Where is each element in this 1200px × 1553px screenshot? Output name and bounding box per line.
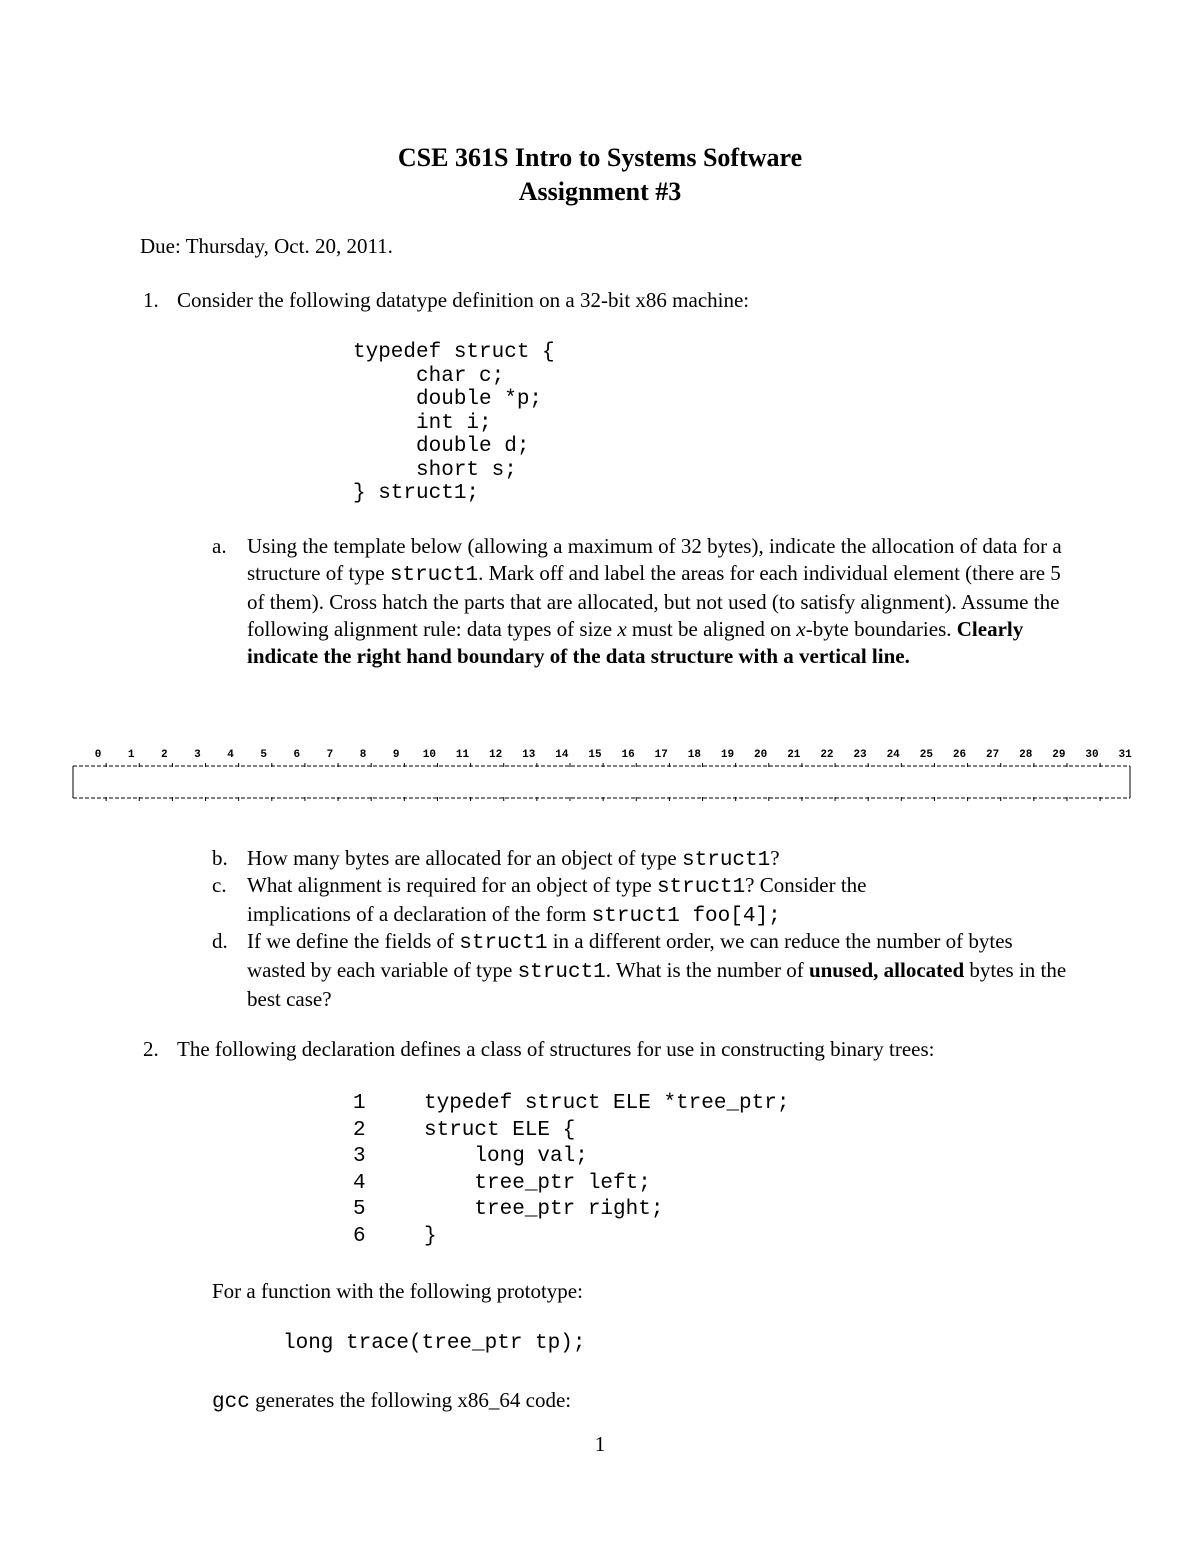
ruler-byte-label: 24 xyxy=(886,749,900,761)
ruler-byte-label: 30 xyxy=(1085,749,1099,761)
q2-prototype: long trace(tree_ptr tp); xyxy=(283,1332,586,1355)
q1d-text: If we define the fields of struct1 in a different order, we can reduce the number of bytes wasted by each variable of type struct1. What is the number of unused, allocated bytes in the best case? xyxy=(247,929,1067,1011)
q2-gen-text: gcc generates the following x86_64 code: xyxy=(212,1388,572,1414)
q1d-label: d. xyxy=(212,929,228,953)
q2-code-block xyxy=(424,1091,789,1251)
ruler-byte-label: 6 xyxy=(293,749,301,761)
code-line: long val; xyxy=(424,1145,588,1169)
ruler-byte-label: 25 xyxy=(919,749,933,761)
line-number: 5 xyxy=(353,1198,366,1222)
q1b-text: How many bytes are allocated for an object of type struct1? xyxy=(247,846,780,872)
q1b-label: b. xyxy=(212,846,228,870)
code-line: double *p; xyxy=(353,388,543,411)
code-line: typedef struct { xyxy=(353,341,555,364)
ruler-byte-label: 3 xyxy=(194,749,201,761)
code-line: int i; xyxy=(353,411,492,435)
ruler-svg xyxy=(0,740,1200,810)
ruler-byte-label: 26 xyxy=(952,749,967,761)
ruler-byte-label: 0 xyxy=(94,749,102,761)
ruler-byte-label: 22 xyxy=(820,749,834,761)
q1c-label: c. xyxy=(212,873,227,897)
ruler-byte-label: 8 xyxy=(359,749,367,761)
ruler-byte-label: 1 xyxy=(127,749,135,761)
line-number: 3 xyxy=(353,1145,366,1169)
q2-line-numbers xyxy=(353,1091,366,1251)
line-number: 6 xyxy=(353,1224,366,1248)
ruler-byte-label: 9 xyxy=(392,749,400,761)
ruler-byte-label: 5 xyxy=(260,749,267,761)
ruler-byte-label: 31 xyxy=(1118,749,1132,761)
code-line: tree_ptr left; xyxy=(424,1171,651,1195)
line-number: 2 xyxy=(353,1118,366,1142)
code-line: tree_ptr right; xyxy=(424,1198,664,1222)
ruler-byte-label: 19 xyxy=(720,749,735,761)
ruler-byte-label: 4 xyxy=(227,749,234,761)
q2-intro: The following declaration defines a class of structures for use in constructing binary trees: xyxy=(177,1037,935,1061)
ruler-byte-label: 20 xyxy=(754,749,768,761)
line-number: 4 xyxy=(353,1171,366,1195)
ruler-byte-label: 18 xyxy=(687,749,701,761)
page-title: CSE 361S Intro to Systems Software xyxy=(397,143,803,172)
code-line: char c; xyxy=(353,364,505,388)
q2-number: 2. xyxy=(143,1037,159,1061)
ruler-byte-label: 14 xyxy=(555,749,569,761)
q1-code-block xyxy=(353,341,555,506)
code-line: double d; xyxy=(353,435,530,458)
code-line: } struct1; xyxy=(353,482,480,505)
ruler-byte-label: 13 xyxy=(522,749,536,761)
ruler-byte-label: 10 xyxy=(422,749,436,761)
page-subtitle: Assignment #3 xyxy=(518,177,682,206)
q1a-text: Using the template below (allowing a maximum of 32 bytes), indicate the allocation of data for a structure of type struct1. Mark off and label the areas for each individual element (there are 5 of them). Cross hatch the parts that are allocated, but not used (to satisfy alignment). Assume the following alignment rule: data types of size x must be aligned on x-byte boundaries. Clearly indicate the right hand boundary of the data structure with a vertical line. xyxy=(247,534,1062,668)
code-line: } xyxy=(424,1224,437,1248)
q2-proto-intro: For a function with the following prototype: xyxy=(212,1279,583,1303)
ruler-byte-label: 12 xyxy=(488,749,503,761)
ruler-byte-label: 21 xyxy=(787,749,801,761)
code-line: typedef struct ELE *tree_ptr; xyxy=(424,1092,790,1115)
line-number: 1 xyxy=(353,1092,366,1115)
ruler-byte-label: 16 xyxy=(621,749,635,761)
ruler-byte-label: 23 xyxy=(853,749,867,761)
q1-intro: Consider the following datatype definition on a 32-bit x86 machine: xyxy=(177,288,750,312)
ruler-byte-label: 2 xyxy=(160,749,168,761)
ruler-byte-label: 11 xyxy=(455,749,470,761)
ruler-byte-label: 7 xyxy=(326,749,334,761)
page-number: 1 xyxy=(594,1432,606,1456)
ruler-byte-label: 28 xyxy=(1019,749,1033,761)
q1a-label: a. xyxy=(212,534,227,558)
code-line: short s; xyxy=(353,458,517,482)
ruler-byte-label: 27 xyxy=(985,749,1000,761)
q1c-text: What alignment is required for an object of type struct1? Consider the implications of a declaration of the form struct1 foo[4]; xyxy=(247,873,867,928)
byte-allocation-ruler xyxy=(0,740,1200,810)
ruler-byte-label: 15 xyxy=(588,749,602,761)
code-line: struct ELE { xyxy=(424,1118,576,1142)
ruler-byte-label: 29 xyxy=(1052,749,1066,761)
q1-number: 1. xyxy=(143,288,159,312)
due-date: Due: Thursday, Oct. 20, 2011. xyxy=(140,234,393,258)
ruler-byte-label: 17 xyxy=(654,749,668,761)
